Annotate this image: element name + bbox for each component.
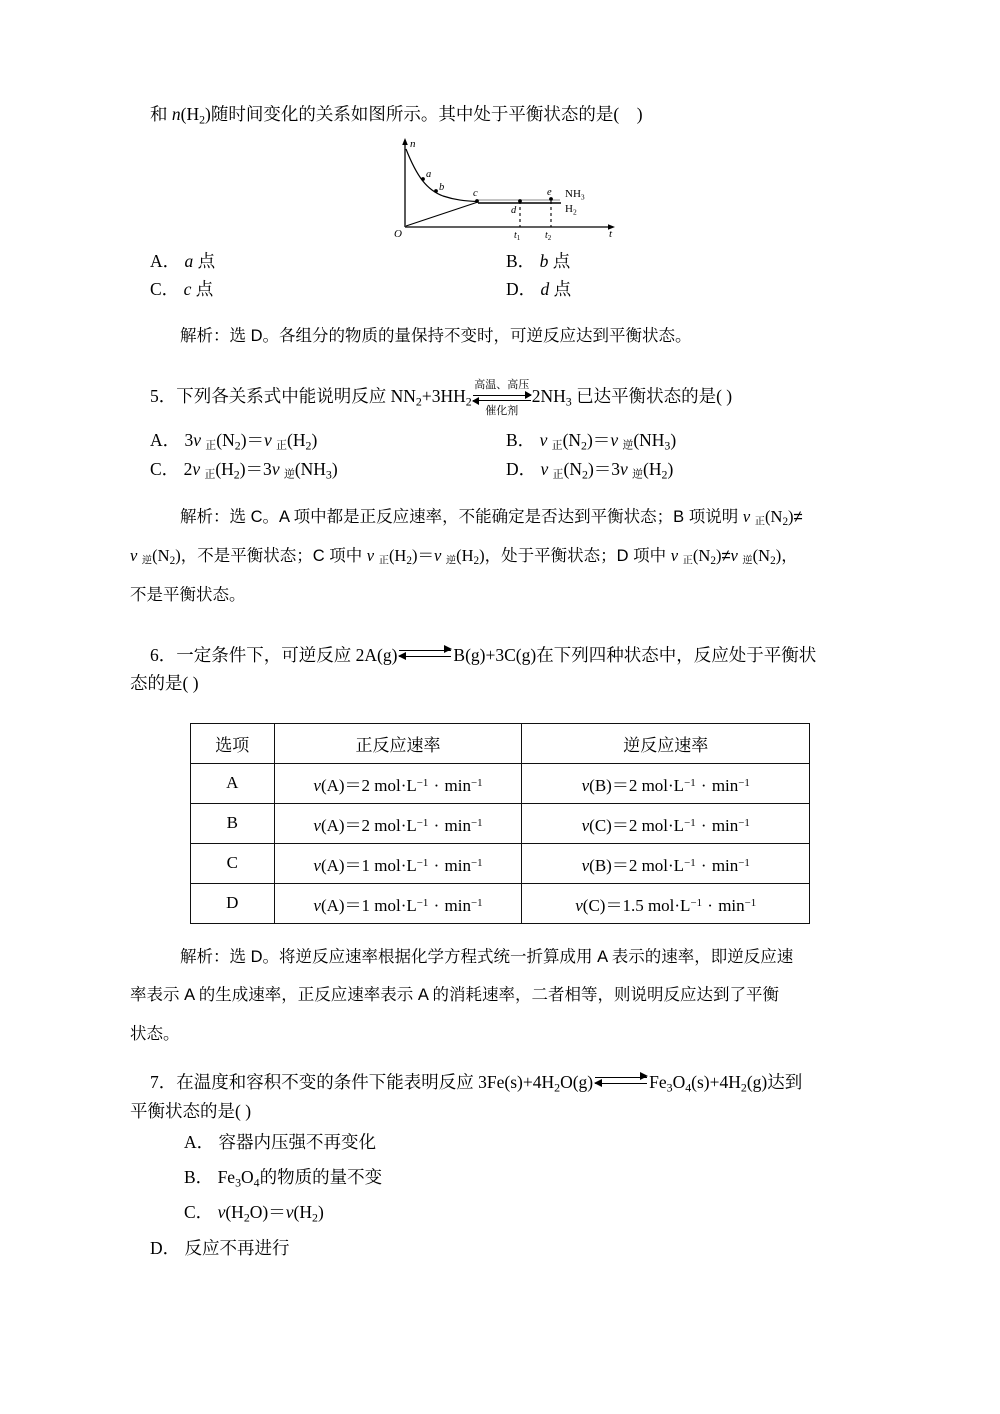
- q7-number: 7．: [150, 1071, 177, 1092]
- q4-option-a[interactable]: A． a 点: [150, 251, 216, 272]
- q7-option-d[interactable]: [150, 1231, 850, 1266]
- row-forward-rate: v(A)＝2 $mol\cdot L^{-1} \cdot \min^{-1}$: [274, 763, 522, 803]
- q5-option-a[interactable]: A． 3v 正$(N_2)=v$ 正$(H_2)$: [150, 429, 318, 452]
- q7-option-c-text: $v(H_2O)=v(H_2)$: [217, 1202, 324, 1225]
- q6-stem-line-1: [150, 641, 850, 669]
- condition-above: 高温、高压: [474, 379, 530, 392]
- q5-stem-d: 已达平衡状态的是( ): [576, 386, 733, 407]
- series-label-nh3: $NH_3$: [565, 188, 585, 202]
- table-row: [191, 843, 810, 883]
- table-header-reverse: 逆反应速率: [522, 723, 810, 763]
- row-forward-rate: v(A)＝1 $mol\cdot L^{-1} \cdot \min^{-1}$: [274, 883, 522, 923]
- q7-stem-line-1: 7．在温度和容积不变的条件下能表明反应 $3Fe(s)+4H_2O(g)$ $Fe_3O_4(s)+4H_2(g)$达到: [150, 1071, 803, 1095]
- q5-option-b-key: B．: [506, 429, 536, 450]
- q4-option-a-key: A．: [150, 251, 181, 272]
- page-content: [130, 100, 850, 1266]
- row-reverse-rate: v(B)＝2 $mol\cdot L^{-1} \cdot \min^{-1}$: [522, 843, 810, 883]
- q4-option-d-key: D．: [506, 279, 537, 300]
- q4-option-d[interactable]: D． d 点: [506, 279, 572, 300]
- q4-option-d-label: d: [540, 279, 550, 300]
- row-reverse-rate: v(B)＝2 $mol\cdot L^{-1} \cdot \min^{-1}$: [522, 763, 810, 803]
- q5-stem-b: +3H: [421, 386, 454, 407]
- q4-analysis: 解析：选 D。各组分的物质的量保持不变时，可逆反应达到平衡状态。: [180, 327, 692, 346]
- equilibrium-graph: [150, 135, 850, 243]
- q7-option-d-text: 反应不再进行: [184, 1237, 290, 1258]
- q5-option-d[interactable]: D． v 正$(N_2)=3v$ 逆$(H_2)$: [506, 458, 674, 482]
- row-forward-rate: v(A)＝1 $mol\cdot L^{-1} \cdot \min^{-1}$: [274, 843, 522, 883]
- q5-analysis: [130, 498, 850, 614]
- point-b: [434, 189, 438, 193]
- q5-option-b[interactable]: B． v 正$(N_2)=v$ 逆$(NH_3)$: [506, 429, 677, 452]
- equilibrium-arrow-icon: [473, 379, 531, 418]
- x-axis-label: t: [609, 228, 613, 241]
- q6-number: 6．: [150, 644, 177, 665]
- q5-option-d-key: D．: [506, 458, 537, 479]
- row-reverse-rate: v(C)＝2 $mol\cdot L^{-1} \cdot \min^{-1}$: [522, 803, 810, 843]
- point-e-label: e: [547, 187, 552, 199]
- table-row: [191, 763, 810, 803]
- point-b-label: b: [439, 182, 445, 194]
- q5-options-row-1: [150, 426, 850, 455]
- row-option: B: [191, 803, 275, 843]
- q7-option-a-text: 容器内压强不再变化: [218, 1132, 377, 1153]
- q4-option-c-key: C．: [150, 279, 180, 300]
- q6-analysis-line-1: 解析：选 D。将逆反应速率根据化学方程式统一折算成用 A 表示的速率，即逆反应速: [180, 947, 794, 966]
- q6-analysis-line-3: 状态。: [130, 1025, 180, 1044]
- h2-line: [406, 202, 478, 226]
- q5-stem: 5．下列各关系式中能说明反应 $NN_2+3HH_2$ 高温、高压 催化剂 $2NH_3$ 已达平衡状态的是( ): [150, 382, 850, 411]
- table-row: [191, 803, 810, 843]
- q5-analysis-line-3: 不是平衡状态。: [130, 585, 246, 604]
- q4-stem-tail: 和 $n(H_2)$随时间变化的关系如图所示。其中处于平衡状态的是( ): [150, 104, 643, 127]
- xtick-t2: $t_2$: [545, 230, 552, 243]
- row-option: C: [191, 843, 275, 883]
- q5-stem-c: $2NH_3$: [531, 386, 572, 409]
- q6-analysis: [130, 938, 850, 1054]
- row-forward-rate: v(A)＝2 $mol\cdot L^{-1} \cdot \min^{-1}$: [274, 803, 522, 843]
- row-option: D: [191, 883, 275, 923]
- q5-option-c-key: C．: [150, 458, 180, 479]
- q4-options-row-2: [150, 275, 850, 303]
- point-c: [475, 199, 479, 203]
- row-option: A: [191, 763, 275, 803]
- q7-stem-line-2: 平衡状态的是( ): [130, 1101, 252, 1122]
- q7-option-d-key: D．: [150, 1237, 181, 1258]
- q4-option-c[interactable]: C． c 点: [150, 279, 214, 300]
- q5-analysis-line-1: 解析：选 C。A 项中都是正反应速率，不能确定是否达到平衡状态；B 项说明 v 正$(N_2)\ne$: [180, 507, 803, 529]
- q7-option-b-key: B．: [184, 1167, 214, 1188]
- point-a-label: a: [426, 169, 432, 181]
- q4-option-a-label: a: [184, 251, 194, 272]
- reaction-rates-table: [190, 723, 810, 924]
- row-reverse-rate: v(C)＝1.5 $mol\cdot L^{-1} \cdot \min^{-1}$: [522, 883, 810, 923]
- table-header-forward: 正反应速率: [274, 723, 522, 763]
- point-d: [518, 199, 522, 203]
- q6-stem-b: B(g)+3C(g)在下列四种状态中，反应处于平衡状: [453, 644, 817, 665]
- table-header-option: 选项: [191, 723, 275, 763]
- q5-analysis-line-2: v 逆$(N_2)$，不是平衡状态；C 项中 v 正$(H_2)=v$ 逆$(H_2)$，处于平衡状态；D 项中 v 正$(N_2)\ne v$ 逆$(N_2)$，: [130, 546, 798, 568]
- nh3-curve: [406, 149, 478, 202]
- n-vs-t-chart: [365, 135, 635, 243]
- q4-option-b[interactable]: B． b 点: [506, 251, 571, 272]
- origin-label: O: [394, 228, 402, 241]
- q7-option-c-key: C．: [184, 1202, 214, 1223]
- table-row: [191, 883, 810, 923]
- q7-option-a[interactable]: [184, 1125, 850, 1160]
- q6-stem-a: 一定条件下，可逆反应 2A(g): [176, 644, 398, 665]
- q6-analysis-line-2: 率表示 A 的生成速率，正反应速率表示 A 的消耗速率，二者相等，则说明反应达到了平衡: [130, 986, 780, 1005]
- table-header-row: [191, 723, 810, 763]
- condition-below: 催化剂: [485, 405, 519, 418]
- point-c-label: c: [473, 188, 478, 200]
- q6-stem-line-2: 态的是( ): [130, 672, 199, 693]
- q4-options-row-1: [150, 247, 850, 275]
- q5-option-a-key: A．: [150, 429, 181, 450]
- q4-option-c-label: c: [183, 279, 192, 300]
- y-axis-label: n: [410, 138, 416, 151]
- xtick-t1: $t_1$: [514, 230, 521, 243]
- q5-n2: $N_2$: [403, 386, 422, 409]
- q7-option-b-text: $Fe_3O_4$的物质的量不变: [217, 1167, 383, 1190]
- q7-option-c[interactable]: [184, 1195, 850, 1230]
- q5-option-c[interactable]: C． 2v 正$(H_2)=3v$ 逆$(NH_3)$: [150, 458, 338, 482]
- q5-stem-a: 下列各关系式中能说明反应 N: [176, 386, 404, 407]
- q5-reaction-condition-arrow: [472, 379, 532, 418]
- series-label-h2: $H_2$: [565, 203, 577, 217]
- q4-option-b-label: b: [539, 251, 549, 272]
- q5-number: 5．: [150, 386, 177, 407]
- q7-option-b[interactable]: [184, 1160, 850, 1195]
- q5-options-row-2: [150, 455, 850, 484]
- point-d-label: d: [511, 205, 517, 217]
- q4-option-b-key: B．: [506, 251, 536, 272]
- q7-option-a-key: A．: [184, 1132, 215, 1153]
- point-a: [421, 177, 425, 181]
